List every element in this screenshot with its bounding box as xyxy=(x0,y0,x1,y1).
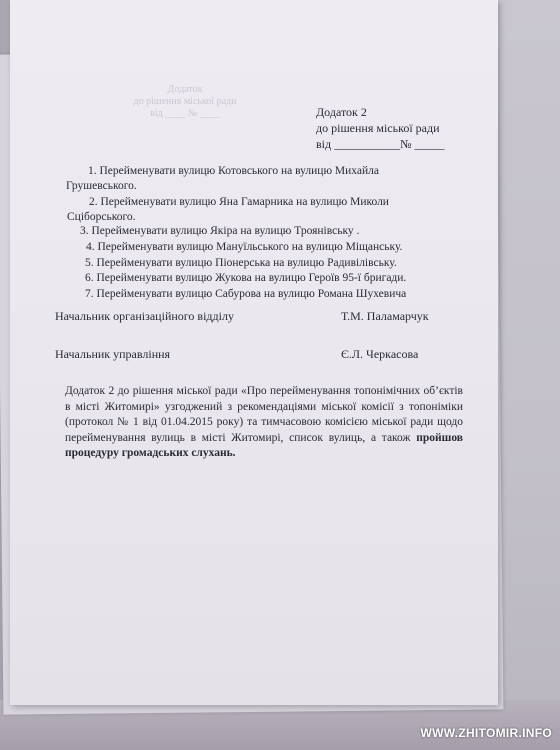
bleed-line: Додаток xyxy=(167,84,203,95)
list-item-continuation xyxy=(66,179,137,194)
list-item xyxy=(88,164,379,179)
appendix-date-number: від ___________№ _____ xyxy=(316,137,445,151)
signature-name: Є.Л. Черкасова xyxy=(341,347,419,361)
list-item-line: 5. Перейменувати вулицю Піонерська на вулицю Радивілівську. xyxy=(85,257,397,269)
list-item xyxy=(85,271,406,286)
document-page xyxy=(10,0,498,705)
appendix-title: Додаток 2 xyxy=(316,105,367,119)
bleed-line: до рішення міської ради xyxy=(133,96,237,107)
list-item xyxy=(86,240,402,255)
list-item xyxy=(85,287,406,302)
list-item-line: Грушевського. xyxy=(66,180,137,192)
bleed-line: від ____ № ____ xyxy=(150,108,220,119)
list-item xyxy=(89,195,389,210)
signature-name: Т.М. Паламарчук xyxy=(341,309,429,323)
list-item xyxy=(85,256,397,271)
list-item-line: 4. Перейменувати вулицю Мануїльського на вулицю Міщанську. xyxy=(86,241,403,253)
approval-note xyxy=(65,384,463,462)
list-item-line: 7. Перейменувати вулицю Сабурова на вулицю Романа Шухевича xyxy=(85,288,407,300)
list-item-line: 2. Перейменувати вулицю Яна Гамарника на вулицю Миколи xyxy=(89,196,389,208)
appendix-subtitle: до рішення міської ради xyxy=(316,121,440,135)
approval-note-bold: пройшов процедуру громадських слухань. xyxy=(65,431,463,459)
list-item-continuation xyxy=(67,210,136,225)
signature-position: Начальник управління xyxy=(55,347,171,361)
appendix-header xyxy=(316,104,445,152)
list-item-line: 3. Перейменувати вулицю Якіра на вулицю Троянівську . xyxy=(80,225,360,237)
list-item-line: 6. Перейменувати вулицю Жукова на вулицю Героїв 95-ї бригади. xyxy=(85,272,407,284)
approval-note-text: Додаток 2 до рішення міської ради «Про перейменування топонімічних об’єктів в місті Житомирі» узгоджений з рекомендаціями міської комісії з топоніміки (протокол № 1 від 01.04.2015 року) та тимчасовою комісією міської ради щодо перейменування вулиць в місті Житомирі, список вулиць, а також xyxy=(65,385,463,444)
signature-position: Начальник організаційного відділу xyxy=(55,309,234,323)
list-item-line: Сціборського. xyxy=(67,211,136,223)
list-item-line: 1. Перейменувати вулицю Котовського на вулицю Михайла xyxy=(88,165,379,177)
bleed-through-text xyxy=(130,84,240,120)
site-watermark: WWW.ZHITOMIR.INFO xyxy=(420,726,552,740)
list-item xyxy=(80,224,359,239)
